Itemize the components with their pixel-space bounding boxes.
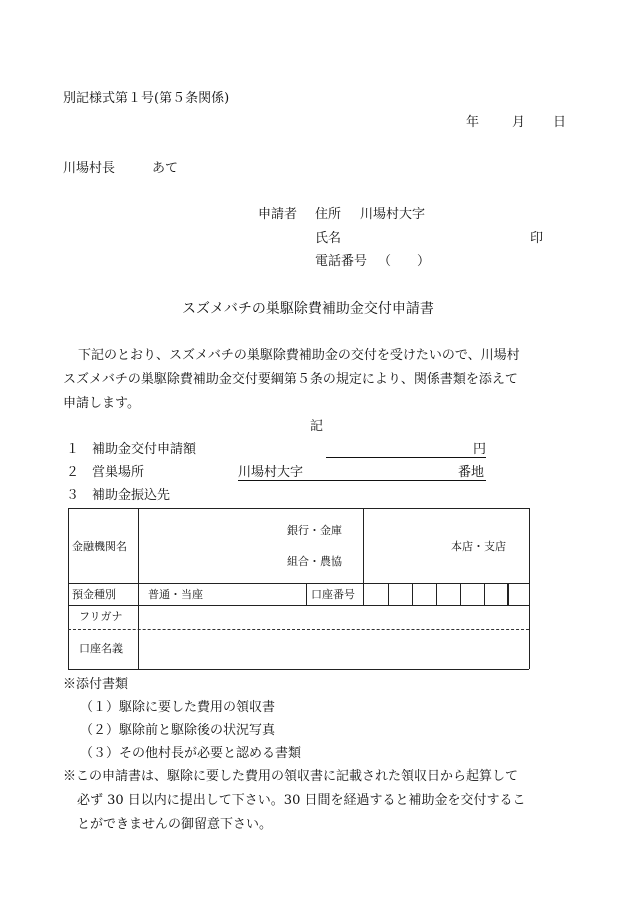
digit-box-sep — [388, 583, 389, 605]
institution-label: 金融機関名 — [72, 540, 127, 553]
furigana-label: フリガナ — [79, 610, 123, 623]
account-name-label: 口座名義 — [79, 642, 123, 655]
phone-label: 電話番号 — [315, 254, 368, 269]
location-suffix: 番地 — [458, 465, 485, 480]
document-title: スズメバチの巣駆除費補助金交付申請書 — [182, 301, 434, 317]
item-3-label: 補助金振込先 — [92, 488, 171, 503]
attachment-item: （２）駆除前と駆除後の状況写真 — [80, 723, 276, 738]
body-line-1: 下記のとおり、スズメバチの巣駆除費補助金の交付を受けたいので、川場村 — [78, 348, 520, 363]
item-2-label: 営巣場所 — [92, 465, 145, 480]
item-2-number: ２ — [66, 465, 80, 480]
location-prefix: 川場村大字 — [238, 465, 304, 480]
applicant-role: 申請者 — [258, 207, 298, 222]
digit-box-sep — [436, 583, 437, 605]
table-border-bottom — [68, 669, 529, 670]
digit-box-sep — [412, 583, 413, 605]
item-1-number: １ — [66, 442, 80, 457]
table-border-right — [529, 508, 530, 669]
address-value: 川場村大字 — [360, 207, 426, 222]
bank-types-1: 銀行・金庫 — [287, 524, 342, 537]
digit-box-sep — [507, 583, 509, 605]
date-day: 日 — [553, 115, 567, 130]
amount-underline — [326, 457, 486, 458]
body-line-3: 申請します。 — [63, 396, 140, 411]
phone-parens: （ ） — [378, 254, 431, 269]
deposit-type-value: 普通・当座 — [148, 588, 203, 601]
addressee-name: 川場村長 — [63, 161, 116, 176]
notice-line-1: ※この申請書は、駆除に要した費用の領収書に記載された領収日から起算して — [63, 769, 519, 784]
notice-line-3: とができませんの御留意下さい。 — [77, 817, 273, 832]
attachment-item: （３）その他村長が必要と認める書類 — [80, 746, 302, 761]
date-year: 年 — [466, 115, 480, 130]
deposit-type-label: 預金種別 — [72, 588, 116, 601]
digit-box-sep — [460, 583, 461, 605]
bank-branch-divider — [363, 508, 364, 605]
account-number-label: 口座番号 — [311, 588, 355, 601]
addressee-suffix: あて — [152, 161, 179, 176]
date-month: 月 — [512, 115, 526, 130]
name-label: 氏名 — [315, 231, 342, 246]
form-label: 別記様式第１号(第５条関係) — [63, 91, 230, 106]
item-1-label: 補助金交付申請額 — [92, 442, 197, 457]
attachment-item: （１）駆除に要した費用の領収書 — [80, 700, 276, 715]
branch-types: 本店・支店 — [451, 540, 506, 553]
amount-unit: 円 — [473, 442, 487, 457]
attachments-heading: ※添付書類 — [63, 677, 129, 692]
ki-marker: 記 — [310, 419, 324, 434]
seal-mark: 印 — [530, 231, 544, 246]
table-border-left — [68, 508, 69, 669]
address-label: 住所 — [315, 207, 342, 222]
digit-box-sep — [484, 583, 485, 605]
deposit-type-divider — [306, 583, 307, 605]
notice-line-2: 必ず 30 日以内に提出して下さい。30 日間を経過すると補助金を交付するこ — [77, 793, 526, 808]
label-col-divider — [138, 508, 139, 669]
bank-types-2: 組合・農協 — [287, 555, 342, 568]
item-3-number: ３ — [66, 488, 80, 503]
body-line-2: スズメバチの巣駆除費補助金交付要綱第５条の規定により、関係書類を添えて — [63, 372, 518, 387]
location-underline — [238, 480, 486, 481]
